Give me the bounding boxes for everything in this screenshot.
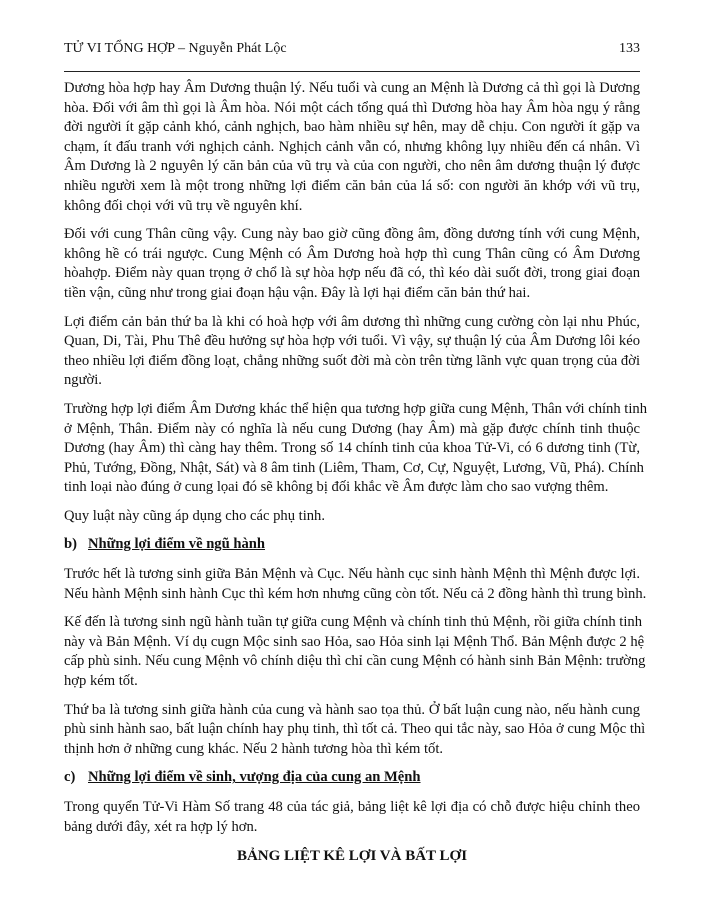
text-line: bảng dưới đây, xét ra hợp lý hơn. xyxy=(64,818,258,835)
paragraph xyxy=(64,798,640,837)
section-heading-text: Những lợi điểm về ngũ hành xyxy=(88,536,266,553)
text-line: Quy luật này cũng áp dụng cho các phụ tinh. xyxy=(64,507,325,524)
paragraph xyxy=(64,507,640,527)
text-line: hòa. Đối với âm thì gọi là Âm hòa. Nói một cách tổng quá thì Dương hòa hay Âm hòa ngụ ý rằng xyxy=(64,99,640,116)
text-line: tinh loại nào đúng ở cung lọai đó sẽ không bị đối khắc về Âm được làm cho sao vượng thêm. xyxy=(64,479,609,496)
text-line: cấp phù sinh. Nếu cung Mệnh vô chính diệu thì chỉ cần cung Mệnh có hành sinh Bản Mệnh: trường xyxy=(64,653,646,670)
text-line: Phủ, Tướng, Đồng, Nhật, Sát) và 8 âm tinh (Liêm, Tham, Cơ, Cự, Nguyệt, Lương, Vũ, Phá). Chính xyxy=(64,459,644,476)
text-line: Trường hợp lợi điểm Âm Dương khác thể hiện qua tương hợp giữa cung Mệnh, Thân với chính tinh xyxy=(64,400,648,417)
paragraph xyxy=(64,701,646,760)
text-line: chạm, ít đấu tranh với nghịch cảnh. Nghịch cảnh vẫn có, nhưng không lụy nhiều đến cá nhân. Vì xyxy=(64,138,640,155)
text-line: tiền vận, cũng như trong giai đoạn hậu vận. Đây là lợi hại điểm căn bản thứ hai. xyxy=(64,284,531,301)
text-line: thịnh hơn ở những cung khác. Nếu 2 hành tương hòa thì kém tốt. xyxy=(64,740,444,757)
section-heading xyxy=(64,535,640,555)
text-line: Đối với cung Thân cũng vậy. Cung này bao giờ cũng đồng âm, đồng dương tính với cung Mệnh, xyxy=(64,226,640,243)
paragraph xyxy=(64,225,640,303)
text-line: đời người ít gặp cảnh khó, cảnh nghịch, bao hàm nhiều sự hên, may dễ chịu. Con người ít gặp va xyxy=(64,119,640,136)
text-line: Âm Dương là 2 nguyên lý căn bản của vũ trụ và của con người, cho nên âm dương thuận lý được xyxy=(64,158,640,175)
text-line: hợp kém tốt. xyxy=(64,673,138,690)
text-line: người. xyxy=(64,372,102,389)
table-title: BẢNG LIỆT KÊ LỢI VÀ BẤT LỢI xyxy=(236,848,468,865)
text-line: ở Mệnh, Thân. Điểm này có nghĩa là nếu cung Dương (hay Âm) mà gặp được chính tinh thuộc xyxy=(64,420,640,437)
paragraph xyxy=(64,79,640,216)
text-line: Dương (hay Âm) thì càng hay thêm. Trong số 14 chính tinh của khoa Tử-Vi, có 6 dương tinh (Từ, xyxy=(64,440,640,457)
page-body xyxy=(64,79,648,867)
section-marker: b) xyxy=(64,536,77,553)
paragraph xyxy=(64,613,646,691)
text-line: hòahợp. Điểm này quan trọng ở chổ là sự hòa hợp nếu đã có, thì kéo dài suốt đời, trong giai đoạn xyxy=(64,265,640,282)
text-line: Nếu hành Mệnh sinh hành Cục thì kém hơn nhưng cũng còn tốt. Nếu cả 2 đồng hành thì trung bình. xyxy=(64,585,647,602)
text-line: Quan, Di, Tài, Phu Thê đều hưởng sự hòa hợp với tuổi. Vì vậy, sự thuận lý của Âm Dương lôi kéo xyxy=(64,333,640,350)
section-marker: c) xyxy=(64,769,76,786)
text-line: Lợi điểm cản bản thứ ba là khi có hoà hợp với âm dương thì những cung cường còn lại nhu Phúc, xyxy=(64,313,640,330)
section-heading-text: Những lợi điểm về sinh, vượng địa của cung an Mệnh xyxy=(88,769,421,786)
paragraph xyxy=(64,565,647,604)
text-line: Thứ ba là tương sinh giữa hành của cung và hành sao tọa thủ. Ở bất luận cung nào, nếu hành cung xyxy=(64,701,640,718)
paragraph xyxy=(64,400,648,498)
text-line: không hề có trái ngược. Cung Mệnh có Âm Dương hoà hợp thì cung Thân cũng có Âm Dương xyxy=(64,245,640,262)
text-line: theo nhiều lợi điểm đồng loạt, chẳng những suốt đời mà còn trên từng lãnh vực quan trọng của đời xyxy=(64,352,640,369)
paragraph xyxy=(64,313,640,391)
text-line: Kế đến là tương sinh ngũ hành tuần tự giữa cung Mệnh và chính tinh thủ Mệnh, rồi giữa chính tinh xyxy=(64,614,643,631)
section-heading xyxy=(64,768,640,788)
text-line: không đối chọi với vũ trụ về nguyên khí. xyxy=(64,197,303,214)
page-number: 133 xyxy=(619,41,640,56)
text-line: Dương hòa hợp hay Âm Dương thuận lý. Nếu tuổi và cung an Mệnh là Dương cả thì gọi là Dương xyxy=(64,80,640,96)
running-title: TỬ VI TỔNG HỢP – Nguyễn Phát Lộc xyxy=(64,41,287,56)
text-line: này và Bản Mệnh. Ví dụ cugn Mộc sinh sao Hỏa, sao Hỏa sinh lại Mệnh Thổ. Bản Mệnh được 2 hệ xyxy=(64,633,645,650)
text-line: phù sinh hành sao, bất luận chính hay phụ tinh, thì tốt cả. Theo qui tắc này, sao Hỏa ở cung Mộc thì xyxy=(64,721,646,738)
text-line: Trước hết là tương sinh giữa Bản Mệnh và Cục. Nếu hành cục sinh hành Mệnh thì Mệnh được lợi. xyxy=(64,566,640,583)
text-line: Trong quyển Tử-Vi Hàm Số trang 48 của tác giả, bảng liệt kê lợi địa có chỗ được hiệu chỉnh theo xyxy=(64,799,640,815)
page-header xyxy=(64,41,640,57)
header-rule xyxy=(64,71,640,72)
text-line: nhiều người xem là một trong những lợi điểm căn bản của lá số: con người ăn khớp với vũ trụ, xyxy=(64,177,640,194)
